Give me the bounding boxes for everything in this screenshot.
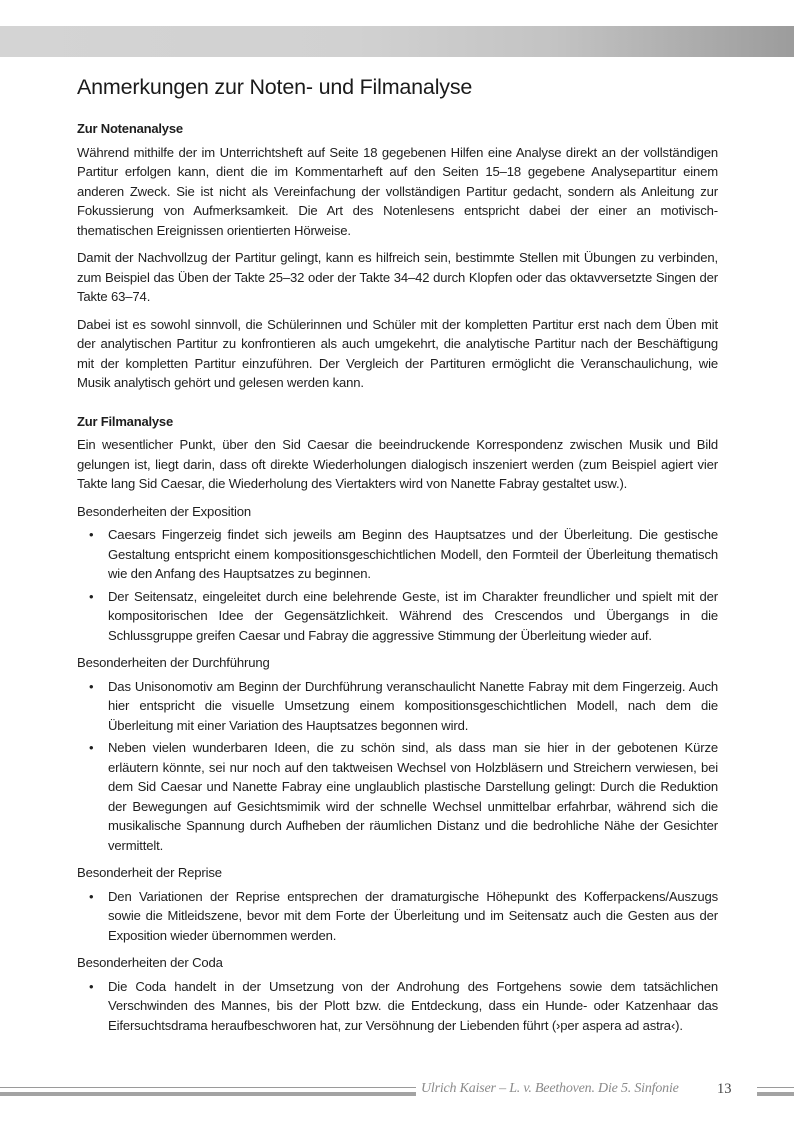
bullet-icon: • [89,588,94,604]
list-item-text: Der Seitensatz, eingeleitet durch eine belehrende Geste, ist im Charakter freundlicher und spielt mit der kompositorischen Idee der Gegensätzlichkeit. Während des Crescendos und Übergangs in die Schlussgruppe greifen Caesar und Fabray die aggressive Stimmung der Überleitung wieder auf. [108,588,718,643]
section-heading-notenanalyse: Zur Notenanalyse [77,121,183,136]
paragraph: Während mithilfe der im Unterrichtsheft auf Seite 18 gegebenen Hilfen eine Analyse direkt an der vollständigen Partitur erfolgen kann, dient die im Kommentarheft auf den Seiten 15–18 gegebene Analysepartitur einem anderen Zweck. Sie ist nicht als Vereinfachung der vollständigen Partitur gedacht, sondern als Anleitung zur Fokussierung von Aufmerksamkeit. Die Art des Notenlesens entspricht dabei der einer an motivisch-thematischen Ereignissen orientierten Hörweise. [77,144,718,238]
bullet-list-exposition [77,525,718,645]
list-item-text: Den Variationen der Reprise entsprechen der dramaturgische Höhepunkt des Kofferpackens/Auszugs sowie die Mitleidszene, bevor mit dem Forte der Überleitung und im Seitensatz auch die Gesten aus der Exposition wieder übernommen werden. [108,888,718,943]
list-item-text: Caesars Fingerzeig findet sich jeweils am Beginn des Hauptsatzes und der Überleitung. Die gestische Gestaltung entspricht einem kompositionsgeschichtlichen Modell, den Formteil der Überleitung thematisch wie den Anfang des Hauptsatzes zu beginnen. [108,527,718,581]
subheading-coda: Besonderheiten der Coda [77,955,223,970]
bullet-list-coda [77,977,718,1036]
page-title: Anmerkungen zur Noten- und Filmanalyse [77,75,473,99]
header-gradient-bar [0,26,794,57]
footer-rule-thick-right [757,1092,794,1096]
list-item-text: Das Unisonomotiv am Beginn der Durchführung veranschaulicht Nanette Fabray mit dem Fingerzeig. Auch hier entspricht die visuelle Umsetzung einem kompositionsgeschichtlichen Modell, nach dem die Überleitung mit einer Variation des Hauptsatzes begonnen wird. [108,678,718,733]
page-footer [0,1080,794,1110]
bullet-icon: • [89,888,94,904]
bullet-list-durchfuehrung [77,677,718,856]
list-item [77,677,718,736]
footer-rule-thick-left [0,1092,416,1096]
section-notenanalyse [77,119,718,393]
bullet-icon: • [89,527,94,542]
section-filmanalyse [77,412,718,1036]
list-item [77,525,718,584]
bullet-list-reprise [77,887,718,946]
footer-rule-thin-right [757,1087,794,1088]
subheading-durchfuehrung: Besonderheiten der Durchführung [77,655,270,670]
footer-rule-thin-left [0,1087,416,1088]
subheading-reprise: Besonderheit der Reprise [77,865,222,880]
list-item [77,977,718,1036]
paragraph: Ein wesentlicher Punkt, über den Sid Caesar die beeindruckende Korrespondenz zwischen Musik und Bild gelungen ist, liegt darin, dass oft direkte Wiederholungen dialogisch inszeniert werden (zum Beispiel agiert vier Takte lang Sid Caesar, die Wiederholung des Viertakters wird von Nanette Fabray gestaltet usw.). [77,437,718,491]
paragraph: Damit der Nachvollzug der Partitur gelingt, kann es hilfreich sein, bestimmte Stellen mit Übungen zu verbinden, zum Beispiel das Üben der Takte 25–32 oder der Takte 34–42 durch Klopfen oder das oktavversetzte Singen der Takte 63–74. [77,250,718,304]
list-item-text: Neben vielen wunderbaren Ideen, die zu schön sind, als dass man sie hier in der gebotenen Kürze erläutern könnte, sei nur noch auf den taktweisen Wechsel von Holzbläsern und Streichern verwiesen, bei dem Sid Caesar und Nanette Fabray eine unglaublich plastische Darstellung gelingt: Durch die Reduktion der Bewegungen auf Gesichtsmimik wird der schnelle Wechsel unmittelbar erfahrbar, während sich die musikalische Spannung durch Aufheben der räumlichen Distanz und die bedrohliche Nähe der Gesichter vermittelt. [108,740,718,853]
list-item-text: Die Coda handelt in der Umsetzung von der Androhung des Fortgehens sowie dem tatsächlichen Verschwinden des Mannes, bis der Plott bzw. die Entdeckung, dass ein Hunde- oder Katzenhaar das Eifersuchtsdrama heraufbeschworen hat, zur Versöhnung der Liebenden führt (›per aspera ad astra‹). [108,978,718,1033]
list-item [77,887,718,946]
page-content [77,72,718,1035]
paragraph: Dabei ist es sowohl sinnvoll, die Schülerinnen und Schüler mit der kompletten Partitur erst nach dem Üben mit der analytischen Partitur zu konfrontieren als auch umgekehrt, die analytische Partitur nach der Beschäftigung mit der kompletten Partitur einzuführen. Der Vergleich der Partituren ermöglicht die Veranschaulichung, wie Musik analytisch gehört und gelesen werden kann. [77,316,718,390]
footer-running-title: Ulrich Kaiser – L. v. Beethoven. Die 5. Sinfonie [421,1081,679,1096]
bullet-icon: • [89,678,94,694]
list-item [77,738,718,855]
bullet-icon: • [89,978,94,994]
bullet-icon: • [89,740,94,755]
section-heading-filmanalyse: Zur Filmanalyse [77,413,173,429]
list-item [77,587,718,646]
subheading-exposition: Besonderheiten der Exposition [77,503,251,519]
page-number: 13 [717,1081,732,1097]
